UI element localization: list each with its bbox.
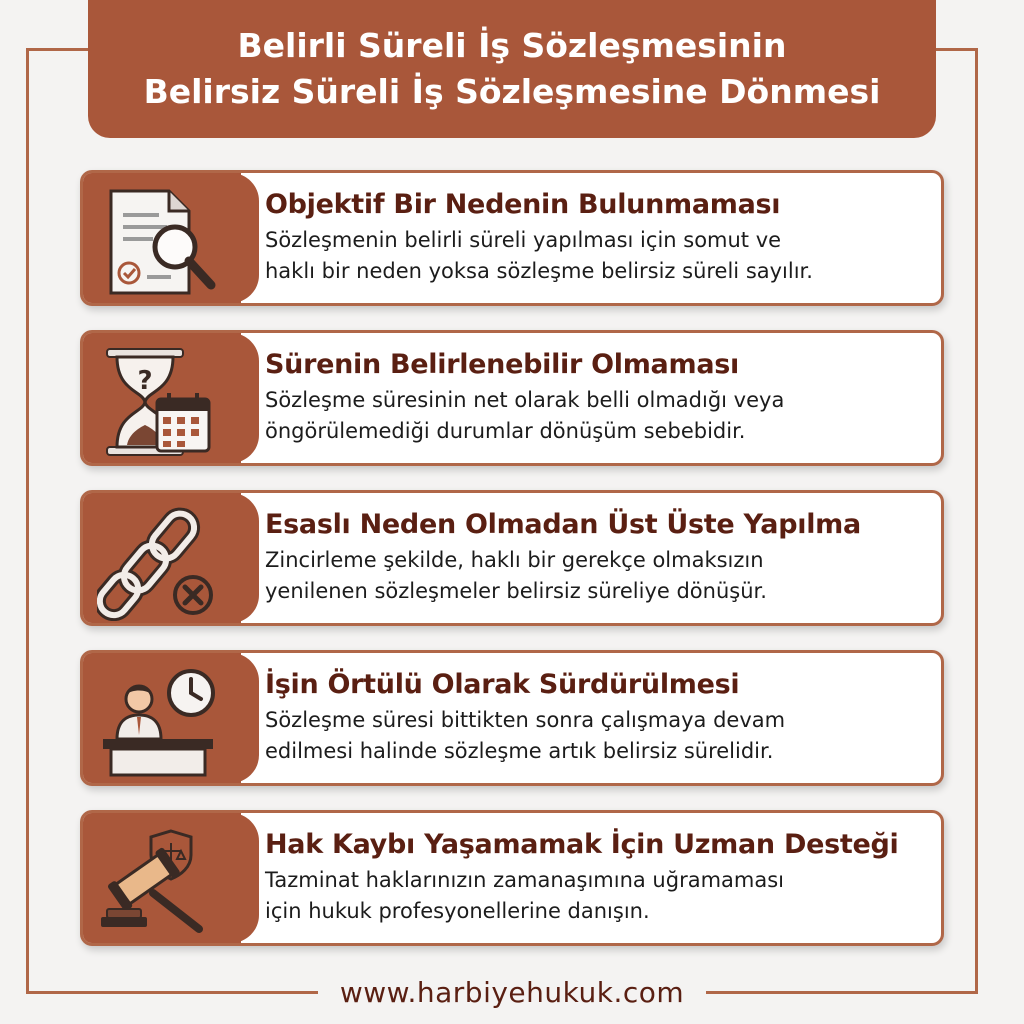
hourglass-calendar-icon <box>97 341 227 461</box>
info-card-5 <box>80 810 944 946</box>
card-title: Sürenin Belirlenebilir Olmaması <box>265 349 739 380</box>
card-title: Objektif Bir Nedenin Bulunmaması <box>265 189 781 220</box>
info-card-4 <box>80 650 944 786</box>
card-text-line-1: Zincirleme şekilde, haklı bir gerekçe olmaksızın <box>265 548 764 572</box>
card-title: Esaslı Neden Olmadan Üst Üste Yapılma <box>265 509 861 540</box>
card-text-line-1: Tazminat haklarınızın zamanaşımına uğramaması <box>265 868 785 892</box>
icon-panel <box>83 333 241 463</box>
card-text-line-1: Sözleşme süresinin net olarak belli olmadığı veya <box>265 388 785 412</box>
header-banner <box>88 0 936 138</box>
footer-divider-left <box>56 991 318 994</box>
info-card-1 <box>80 170 944 306</box>
icon-panel <box>83 173 241 303</box>
card-text-line-1: Sözleşmenin belirli süreli yapılması için somut ve <box>265 228 782 252</box>
icon-panel <box>83 813 241 943</box>
card-text-line-2: için hukuk profesyonellerine danışın. <box>265 899 650 923</box>
card-text-line-2: haklı bir neden yoksa sözleşme belirsiz süreli sayılır. <box>265 259 813 283</box>
card-text-line-2: edilmesi halinde sözleşme artık belirsiz sürelidir. <box>265 739 774 763</box>
website-url[interactable]: www.harbiyehukuk.com <box>339 975 685 1009</box>
info-card-2 <box>80 330 944 466</box>
card-text-line-2: öngörülemediği durumlar dönüşüm sebebidir. <box>265 419 746 443</box>
card-text-line-1: Sözleşme süresi bittikten sonra çalışmaya devam <box>265 708 786 732</box>
page-title-line-2: Belirsiz Süreli İş Sözleşmesine Dönmesi <box>143 72 881 111</box>
card-title: Hak Kaybı Yaşamamak İçin Uzman Desteği <box>265 829 899 860</box>
gavel-shield-icon <box>97 821 227 941</box>
footer-divider-right <box>706 991 968 994</box>
page-title-line-1: Belirli Süreli İş Sözleşmesinin <box>237 26 787 65</box>
chain-x-icon <box>97 501 227 621</box>
icon-panel <box>83 493 241 623</box>
worker-clock-icon <box>97 661 227 781</box>
card-text-line-2: yenilenen sözleşmeler belirsiz süreliye dönüşür. <box>265 579 767 603</box>
info-card-3 <box>80 490 944 626</box>
document-search-icon <box>97 181 227 301</box>
footer <box>0 972 1024 1012</box>
svg-text:?: ? <box>137 366 153 396</box>
icon-panel <box>83 653 241 783</box>
card-title: İşin Örtülü Olarak Sürdürülmesi <box>265 669 740 700</box>
